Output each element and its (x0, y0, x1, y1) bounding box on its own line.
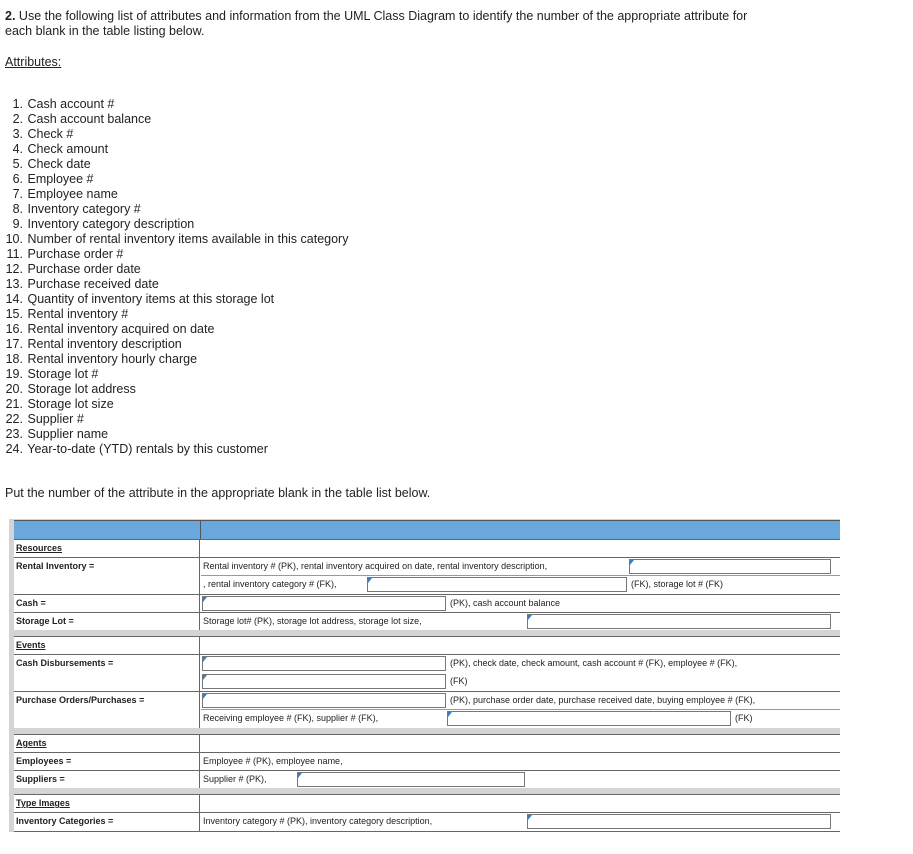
attribute-text: Inventory category # (27, 202, 141, 216)
attribute-number: 15. (5, 307, 23, 321)
attribute-number: 18. (5, 352, 23, 366)
attribute-item (5, 322, 348, 337)
attribute-item (5, 262, 348, 277)
attribute-item (5, 292, 348, 307)
employees-label: Employees = (16, 756, 72, 766)
suppliers-text: Supplier # (PK), (203, 774, 267, 784)
attribute-item (5, 427, 348, 442)
question-text (5, 9, 765, 39)
attribute-text: Purchase order date (27, 262, 141, 276)
attribute-item (5, 247, 348, 262)
cash-disbursements-blank-1[interactable] (202, 656, 446, 671)
purchase-orders-text-2: Receiving employee # (FK), supplier # (FK), (203, 713, 379, 723)
attribute-number: 11. (6, 247, 23, 261)
agents-heading: Agents (16, 738, 47, 748)
rental-inventory-row (14, 557, 840, 594)
attribute-item (5, 352, 348, 367)
question-number: 2. (5, 9, 16, 23)
attribute-text: Employee name (27, 187, 118, 201)
employees-row (14, 752, 840, 770)
purchase-orders-text-3: (FK) (735, 713, 753, 723)
attributes-list (5, 97, 348, 457)
attribute-item (5, 157, 348, 172)
attribute-number: 5. (12, 157, 23, 171)
inventory-categories-row (14, 812, 840, 832)
attribute-item (5, 307, 348, 322)
attribute-text: Supplier # (27, 412, 84, 426)
attribute-text: Rental inventory # (27, 307, 129, 321)
attribute-text: Storage lot # (27, 367, 99, 381)
resources-section-row (14, 539, 840, 557)
storage-lot-blank[interactable] (527, 614, 831, 629)
attribute-text: Rental inventory acquired on date (27, 322, 215, 336)
rental-inventory-text-2: , rental inventory category # (FK), (203, 579, 337, 589)
purchase-orders-text-1: (PK), purchase order date, purchase received date, buying employee # (FK), (450, 695, 756, 705)
attribute-number: 23. (5, 427, 23, 441)
table-header-row (14, 520, 840, 539)
attribute-text: Employee # (27, 172, 94, 186)
attribute-item (5, 232, 348, 247)
attribute-number: 13. (5, 277, 23, 291)
attribute-text: Check amount (27, 142, 109, 156)
attribute-text: Check date (27, 157, 91, 171)
attribute-text: Number of rental inventory items available in this category (27, 232, 349, 246)
attributes-heading: Attributes: (5, 55, 62, 69)
purchase-orders-blank-2[interactable] (447, 711, 731, 726)
attribute-item (5, 127, 348, 142)
attribute-text: Storage lot address (27, 382, 136, 396)
attribute-text: Quantity of inventory items at this storage lot (27, 292, 275, 306)
answer-table (9, 519, 840, 832)
attribute-item (5, 97, 348, 112)
inventory-categories-blank[interactable] (527, 814, 831, 829)
purchase-orders-label: Purchase Orders/Purchases = (16, 695, 145, 705)
rental-inventory-blank-2[interactable] (367, 577, 627, 592)
attribute-item (5, 172, 348, 187)
agents-section-row (14, 734, 840, 752)
instruction-text: Put the number of the attribute in the appropriate blank in the table list below. (5, 486, 431, 500)
attribute-number: 2. (12, 112, 23, 126)
attribute-item (5, 412, 348, 427)
attribute-text: Storage lot size (27, 397, 114, 411)
cash-disbursements-text-2: (FK) (450, 676, 468, 686)
attribute-text: Purchase received date (27, 277, 159, 291)
attribute-item (5, 202, 348, 217)
attribute-item (5, 217, 348, 232)
cash-disbursements-blank-2[interactable] (202, 674, 446, 689)
attribute-number: 24. (5, 442, 23, 456)
attribute-text: Check # (27, 127, 74, 141)
cash-row (14, 594, 840, 612)
purchase-orders-blank-1[interactable] (202, 693, 446, 708)
attribute-text: Purchase order # (27, 247, 124, 261)
attribute-item (5, 397, 348, 412)
attribute-text: Inventory category description (27, 217, 195, 231)
cash-disbursements-label: Cash Disbursements = (16, 658, 114, 668)
storage-lot-label: Storage Lot = (16, 616, 74, 626)
purchase-orders-row (14, 691, 840, 728)
attribute-number: 21. (5, 397, 23, 411)
question-body: Use the following list of attributes and information from the UML Class Diagram to identify the number of the appropriate attribute for each blank in the table listing below. (5, 9, 748, 38)
storage-lot-text: Storage lot# (PK), storage lot address, storage lot size, (203, 616, 422, 626)
attribute-text: Cash account # (27, 97, 115, 111)
resources-heading: Resources (16, 543, 63, 553)
rental-inventory-label: Rental Inventory = (16, 561, 95, 571)
attribute-number: 16. (5, 322, 23, 336)
inventory-categories-label: Inventory Categories = (16, 816, 114, 826)
attribute-text: Year-to-date (YTD) rentals by this customer (27, 442, 268, 456)
attribute-text: Rental inventory description (27, 337, 182, 351)
type-images-heading: Type Images (16, 798, 70, 808)
attribute-number: 20. (5, 382, 23, 396)
attribute-number: 10. (5, 232, 23, 246)
events-section-row (14, 636, 840, 654)
attribute-number: 4. (12, 142, 23, 156)
attribute-number: 12. (5, 262, 23, 276)
suppliers-label: Suppliers = (16, 774, 65, 784)
suppliers-blank[interactable] (297, 772, 525, 787)
attribute-text: Supplier name (27, 427, 109, 441)
inventory-categories-text: Inventory category # (PK), inventory category description, (203, 816, 433, 826)
storage-lot-row (14, 612, 840, 630)
attribute-number: 14. (5, 292, 23, 306)
attribute-item (5, 187, 348, 202)
attribute-number: 1. (12, 97, 23, 111)
cash-text: (PK), cash account balance (450, 598, 561, 608)
attribute-item (5, 112, 348, 127)
attribute-number: 19. (5, 367, 23, 381)
attribute-item (5, 277, 348, 292)
cash-label: Cash = (16, 598, 46, 608)
employees-text: Employee # (PK), employee name, (203, 756, 343, 766)
cash-disbursements-row (14, 654, 840, 691)
attribute-number: 8. (12, 202, 23, 216)
attribute-item (5, 367, 348, 382)
attribute-item (5, 337, 348, 352)
attribute-text: Cash account balance (27, 112, 152, 126)
cash-blank[interactable] (202, 596, 446, 611)
attribute-item (5, 382, 348, 397)
attribute-number: 22. (5, 412, 23, 426)
attribute-item (5, 442, 348, 457)
attribute-number: 7. (12, 187, 23, 201)
events-heading: Events (16, 640, 46, 650)
rental-inventory-blank-1[interactable] (629, 559, 831, 574)
rental-inventory-text-1: Rental inventory # (PK), rental inventory acquired on date, rental inventory description, (203, 561, 548, 571)
rental-inventory-text-3: (FK), storage lot # (FK) (631, 579, 724, 589)
attribute-text: Rental inventory hourly charge (27, 352, 198, 366)
type-images-section-row (14, 794, 840, 812)
attribute-number: 3. (12, 127, 23, 141)
attribute-number: 17. (5, 337, 23, 351)
attribute-item (5, 142, 348, 157)
attribute-number: 9. (12, 217, 23, 231)
attribute-number: 6. (12, 172, 23, 186)
suppliers-row (14, 770, 840, 788)
cash-disbursements-text-1: (PK), check date, check amount, cash account # (FK), employee # (FK), (450, 658, 738, 668)
